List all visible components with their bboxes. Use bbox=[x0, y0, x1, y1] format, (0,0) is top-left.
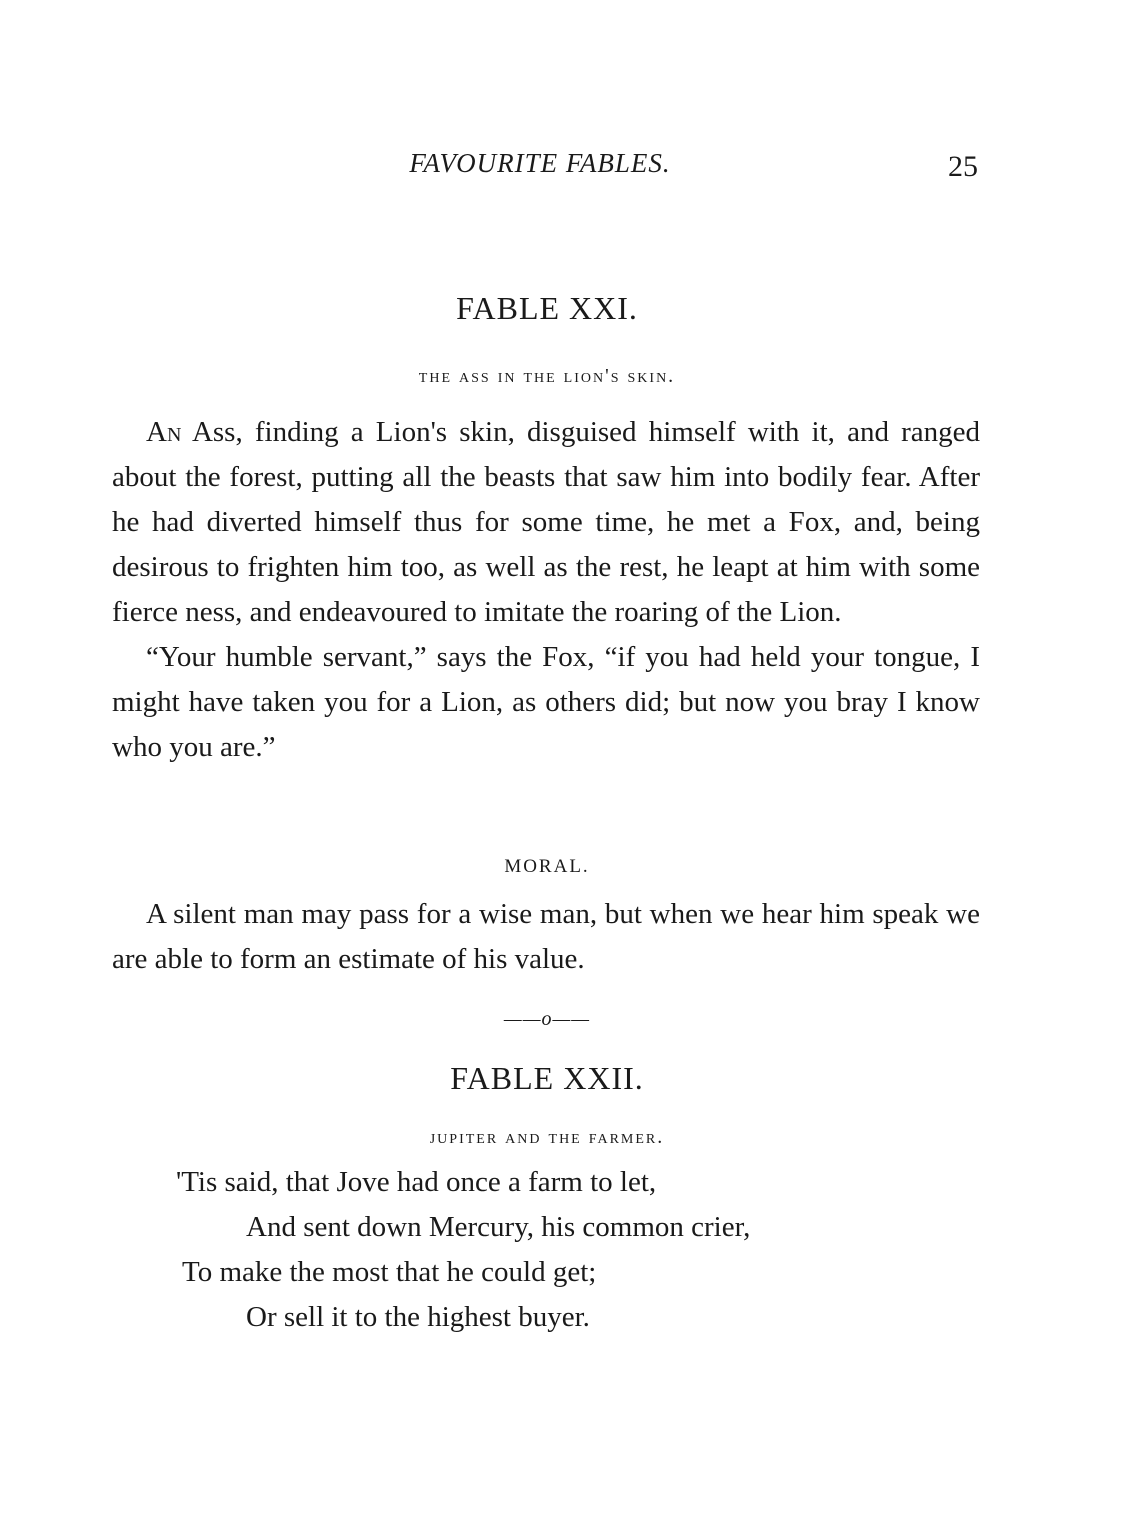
section-divider: ——o—— bbox=[503, 1008, 591, 1030]
verse-line: Or sell it to the highest buyer. bbox=[246, 1301, 590, 1333]
paragraph-1-text: Ass, finding a Lion's skin, disguised himself with it, and ranged about the forest, putting all the beasts that saw him into bodily fear. After he had diverted himself thus for some time, he met a Fox, and, being desirous to frighten him too, as well as the rest, he leapt at him with some fierce ness, and endeavoured to imitate the roaring of the Lion. bbox=[112, 416, 980, 628]
fable-21-paragraph-1 bbox=[112, 410, 980, 635]
fable-21-title: FABLE XXI. bbox=[456, 290, 638, 326]
moral-text: A silent man may pass for a wise man, but when we hear him speak we are able to form an estimate of his value. bbox=[112, 898, 980, 975]
running-head: FAVOURITE FABLES. bbox=[409, 148, 671, 178]
fable-21-body bbox=[112, 410, 980, 770]
fable-21-paragraph-2: “Your humble servant,” says the Fox, “if you had held your tongue, I might have taken you for a Lion, as others did; but now you bray I know who you are.” bbox=[112, 641, 980, 763]
verse-line: To make the most that he could get; bbox=[182, 1256, 597, 1288]
verse-line: And sent down Mercury, his common crier, bbox=[246, 1211, 751, 1243]
moral-body bbox=[112, 892, 980, 982]
fable-22-subtitle: jupiter and the farmer. bbox=[429, 1126, 665, 1148]
fable-22-title: FABLE XXII. bbox=[450, 1060, 644, 1096]
fable-21-subtitle: the ass in the lion's skin. bbox=[418, 365, 676, 387]
moral-label: MORAL. bbox=[504, 856, 590, 877]
verse-line: 'Tis said, that Jove had once a farm to let, bbox=[176, 1166, 657, 1198]
page-number: 25 bbox=[948, 150, 978, 183]
drop-lead-word: An bbox=[146, 416, 182, 448]
fable-22-verse bbox=[112, 1160, 980, 1340]
